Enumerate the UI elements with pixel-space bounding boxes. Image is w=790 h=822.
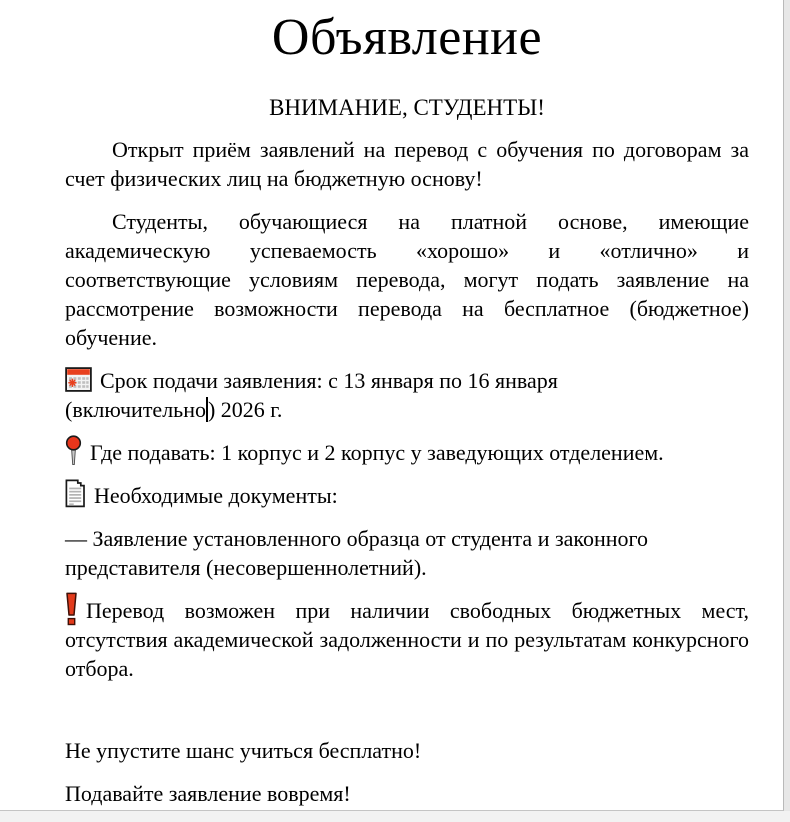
- paragraph-conditions[interactable]: [65, 596, 749, 683]
- deadline-text-3: ) 2026 г.: [207, 397, 283, 422]
- pushpin-icon: [65, 442, 82, 460]
- deadline-text: Срок подачи заявления: с 13 января по 16 января: [100, 368, 558, 393]
- paragraph-documents-item[interactable]: — Заявление установленного образца от студента и законного представителя (несовершеннолетний).: [65, 526, 649, 580]
- where-text: Где подавать: 1 корпус и 2 корпус у заведующих отделением.: [90, 440, 664, 465]
- paragraph-documents-heading[interactable]: [65, 481, 749, 510]
- paragraph-cta1[interactable]: Не упустите шанс учиться бесплатно!: [65, 738, 422, 763]
- canvas-gutter-right: [784, 0, 790, 811]
- document-icon: [65, 485, 86, 503]
- paragraph-deadline[interactable]: [65, 366, 749, 424]
- paragraph-intro[interactable]: Открыт приём заявлений на перевод с обучения по договорам за счет физических лиц на бюджетную основу!: [65, 137, 749, 191]
- paragraph-eligibility[interactable]: Студенты, обучающиеся на платной основе, имеющие академическую успеваемость «хорошо» и «отлично» и соответствующие условиям перевода, могут подать заявление на рассмотрение возможности перевода на бесплатное (бюджетное) обучение.: [65, 209, 749, 350]
- deadline-text-2: (включительно: [65, 397, 206, 422]
- subtitle[interactable]: ВНИМАНИЕ, СТУДЕНТЫ!: [269, 95, 545, 120]
- page-title: Объявление: [271, 9, 543, 66]
- paragraph-cta2[interactable]: Подавайте заявление вовремя!: [65, 781, 351, 806]
- conditions-text: Перевод возможен при наличии свободных бюджетных мест, отсутствия академической задолженности и по результатам конкурсного отбора.: [65, 598, 749, 681]
- documents-heading-text: Необходимые документы:: [94, 483, 338, 508]
- calendar-icon: [65, 370, 92, 388]
- paragraph-where[interactable]: [65, 438, 749, 467]
- exclamation-icon: [65, 600, 78, 618]
